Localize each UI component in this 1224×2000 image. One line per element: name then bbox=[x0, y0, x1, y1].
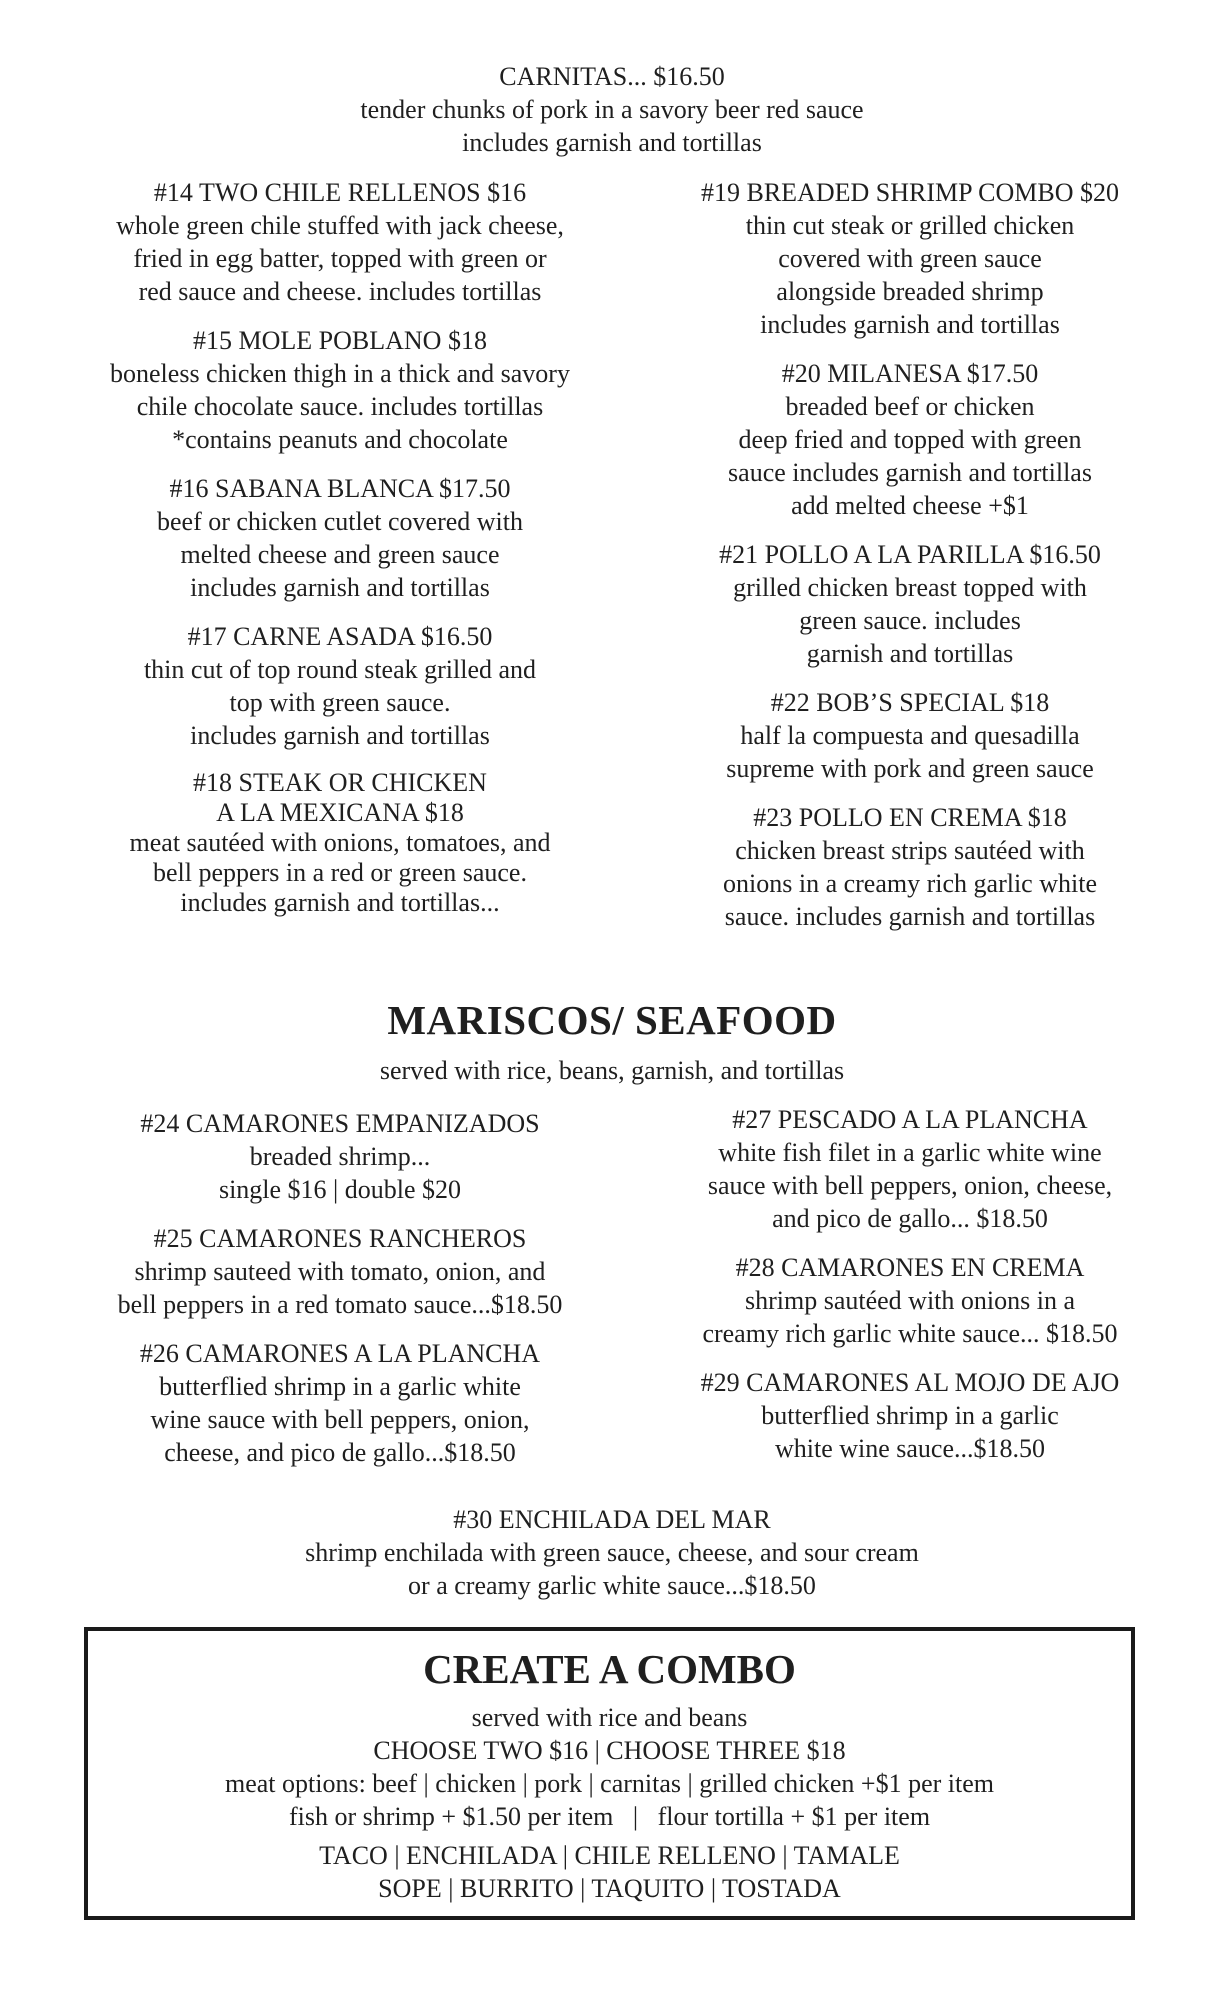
combo-choices: TACO | ENCHILADA | CHILE RELLENO | TAMALE bbox=[319, 1841, 900, 1870]
item-description: or a creamy garlic white sauce...$18.50 bbox=[408, 1571, 816, 1600]
combo-subtitle: served with rice and beans bbox=[471, 1703, 748, 1732]
seafood-left-column bbox=[40, 1107, 640, 1485]
item-description: thin cut of top round steak grilled and bbox=[143, 655, 537, 684]
menu-item-29 bbox=[630, 1366, 1190, 1465]
item-description: and pico de gallo... $18.50 bbox=[772, 1204, 1048, 1233]
item-title: #18 STEAK OR CHICKEN bbox=[193, 768, 487, 797]
item-description: supreme with pork and green sauce bbox=[726, 754, 1094, 783]
item-description: chicken breast strips sautéed with bbox=[735, 836, 1085, 865]
item-title: #24 CAMARONES EMPANIZADOS bbox=[140, 1109, 540, 1138]
item-description: boneless chicken thigh in a thick and savory bbox=[110, 359, 570, 388]
combo-details bbox=[88, 1701, 1131, 1905]
item-title: #25 CAMARONES RANCHEROS bbox=[153, 1224, 527, 1253]
item-title: #21 POLLO A LA PARILLA $16.50 bbox=[719, 540, 1101, 569]
item-description: grilled chicken breast topped with bbox=[733, 573, 1087, 602]
item-description: fried in egg batter, topped with green or bbox=[133, 244, 547, 273]
menu-item-26 bbox=[40, 1337, 640, 1469]
item-title: #16 SABANA BLANCA $17.50 bbox=[169, 474, 511, 503]
item-description: butterflied shrimp in a garlic white bbox=[159, 1372, 521, 1401]
item-description: bell peppers in a red or green sauce. bbox=[153, 858, 527, 887]
item-description: top with green sauce. bbox=[229, 688, 451, 717]
item-description: covered with green sauce bbox=[778, 244, 1042, 273]
item-description: bell peppers in a red tomato sauce...$18.50 bbox=[117, 1290, 563, 1319]
item-description: includes garnish and tortillas bbox=[462, 128, 762, 157]
item-description: shrimp sautéed with onions in a bbox=[744, 1286, 1075, 1315]
item-title: #14 TWO CHILE RELLENOS $16 bbox=[153, 178, 527, 207]
item-title: #17 CARNE ASADA $16.50 bbox=[187, 622, 493, 651]
item-description: cheese, and pico de gallo...$18.50 bbox=[164, 1438, 516, 1467]
item-description: thin cut steak or grilled chicken bbox=[745, 211, 1075, 240]
item-description: white wine sauce...$18.50 bbox=[774, 1434, 1046, 1463]
item-title: #26 CAMARONES A LA PLANCHA bbox=[139, 1339, 541, 1368]
menu-item-15 bbox=[40, 324, 640, 456]
item-description: sauce includes garnish and tortillas bbox=[728, 458, 1092, 487]
seafood-subtitle: served with rice, beans, garnish, and tortillas bbox=[379, 1056, 845, 1085]
item-description: beef or chicken cutlet covered with bbox=[157, 507, 523, 536]
item-description: sauce. includes garnish and tortillas bbox=[724, 902, 1096, 931]
menu-item-19 bbox=[630, 176, 1190, 341]
item-description: creamy rich garlic white sauce... $18.50 bbox=[702, 1319, 1118, 1348]
item-description: includes garnish and tortillas bbox=[760, 310, 1060, 339]
item-title: #23 POLLO EN CREMA $18 bbox=[753, 803, 1067, 832]
combo-heading: CREATE A COMBO bbox=[423, 1646, 796, 1692]
seafood-right-column bbox=[630, 1103, 1190, 1481]
item-description: add melted cheese +$1 bbox=[791, 491, 1029, 520]
seafood-heading: MARISCOS/ SEAFOOD bbox=[387, 997, 837, 1043]
item-description: butterflied shrimp in a garlic bbox=[761, 1401, 1059, 1430]
item-description: whole green chile stuffed with jack cheese, bbox=[116, 211, 564, 240]
item-description: *contains peanuts and chocolate bbox=[172, 425, 508, 454]
item-title: CARNITAS... $16.50 bbox=[499, 62, 725, 91]
item-description: shrimp sauteed with tomato, onion, and bbox=[134, 1257, 546, 1286]
menu-item-25 bbox=[40, 1222, 640, 1321]
item-description: breaded shrimp... bbox=[249, 1142, 431, 1171]
item-title: #20 MILANESA $17.50 bbox=[781, 359, 1039, 388]
menu-item-14 bbox=[40, 176, 640, 308]
item-description: melted cheese and green sauce bbox=[180, 540, 500, 569]
item-description: includes garnish and tortillas bbox=[190, 721, 490, 750]
combo-pricing: CHOOSE TWO $16 | CHOOSE THREE $18 bbox=[373, 1736, 846, 1765]
menu-item-20 bbox=[630, 357, 1190, 522]
item-title: #29 CAMARONES AL MOJO DE AJO bbox=[700, 1368, 1120, 1397]
item-description: red sauce and cheese. includes tortillas bbox=[138, 277, 542, 306]
menu-item-28 bbox=[630, 1251, 1190, 1350]
entrees-left-column bbox=[40, 176, 640, 934]
item-description: deep fried and topped with green bbox=[738, 425, 1082, 454]
menu-item-17 bbox=[40, 620, 640, 752]
carnitas-item bbox=[0, 60, 1224, 159]
item-description: includes garnish and tortillas... bbox=[180, 888, 500, 917]
menu-item-27 bbox=[630, 1103, 1190, 1235]
item-description: wine sauce with bell peppers, onion, bbox=[150, 1405, 530, 1434]
menu-item-18 bbox=[40, 768, 640, 918]
item-description: shrimp enchilada with green sauce, cheese, and sour cream bbox=[305, 1538, 919, 1567]
item-description: white fish filet in a garlic white wine bbox=[718, 1138, 1102, 1167]
item-title: #27 PESCADO A LA PLANCHA bbox=[732, 1105, 1088, 1134]
item-description: chile chocolate sauce. includes tortillas bbox=[136, 392, 544, 421]
item-description: garnish and tortillas bbox=[806, 639, 1014, 668]
menu-item-23 bbox=[630, 801, 1190, 933]
item-description: onions in a creamy rich garlic white bbox=[723, 869, 1097, 898]
item-description: green sauce. includes bbox=[799, 606, 1021, 635]
menu-item-24 bbox=[40, 1107, 640, 1206]
entrees-right-column bbox=[630, 176, 1190, 949]
item-description: breaded beef or chicken bbox=[785, 392, 1035, 421]
item-description: meat sautéed with onions, tomatoes, and bbox=[129, 828, 551, 857]
item-description: tender chunks of pork in a savory beer red sauce bbox=[360, 95, 864, 124]
menu-item-30 bbox=[0, 1503, 1224, 1602]
item-title-line-2: A LA MEXICANA $18 bbox=[216, 798, 464, 827]
item-title: #15 MOLE POBLANO $18 bbox=[193, 326, 487, 355]
menu-item-16 bbox=[40, 472, 640, 604]
combo-choices: SOPE | BURRITO | TAQUITO | TOSTADA bbox=[378, 1874, 841, 1903]
item-description: alongside breaded shrimp bbox=[776, 277, 1044, 306]
item-description: half la compuesta and quesadilla bbox=[740, 721, 1080, 750]
item-title: #19 BREADED SHRIMP COMBO $20 bbox=[701, 178, 1119, 207]
item-title: #30 ENCHILADA DEL MAR bbox=[453, 1505, 771, 1534]
combo-box bbox=[84, 1627, 1135, 1920]
item-title: #28 CAMARONES EN CREMA bbox=[735, 1253, 1085, 1282]
item-description: includes garnish and tortillas bbox=[190, 573, 490, 602]
menu-item-22 bbox=[630, 686, 1190, 785]
item-title: #22 BOB’S SPECIAL $18 bbox=[770, 688, 1050, 717]
item-description: single $16 | double $20 bbox=[218, 1175, 462, 1204]
combo-meat-options: meat options: beef | chicken | pork | carnitas | grilled chicken +$1 per item bbox=[224, 1769, 994, 1798]
combo-extras: fish or shrimp + $1.50 per item | flour tortilla + $1 per item bbox=[288, 1802, 931, 1831]
menu-item-21 bbox=[630, 538, 1190, 670]
item-description: sauce with bell peppers, onion, cheese, bbox=[707, 1171, 1113, 1200]
